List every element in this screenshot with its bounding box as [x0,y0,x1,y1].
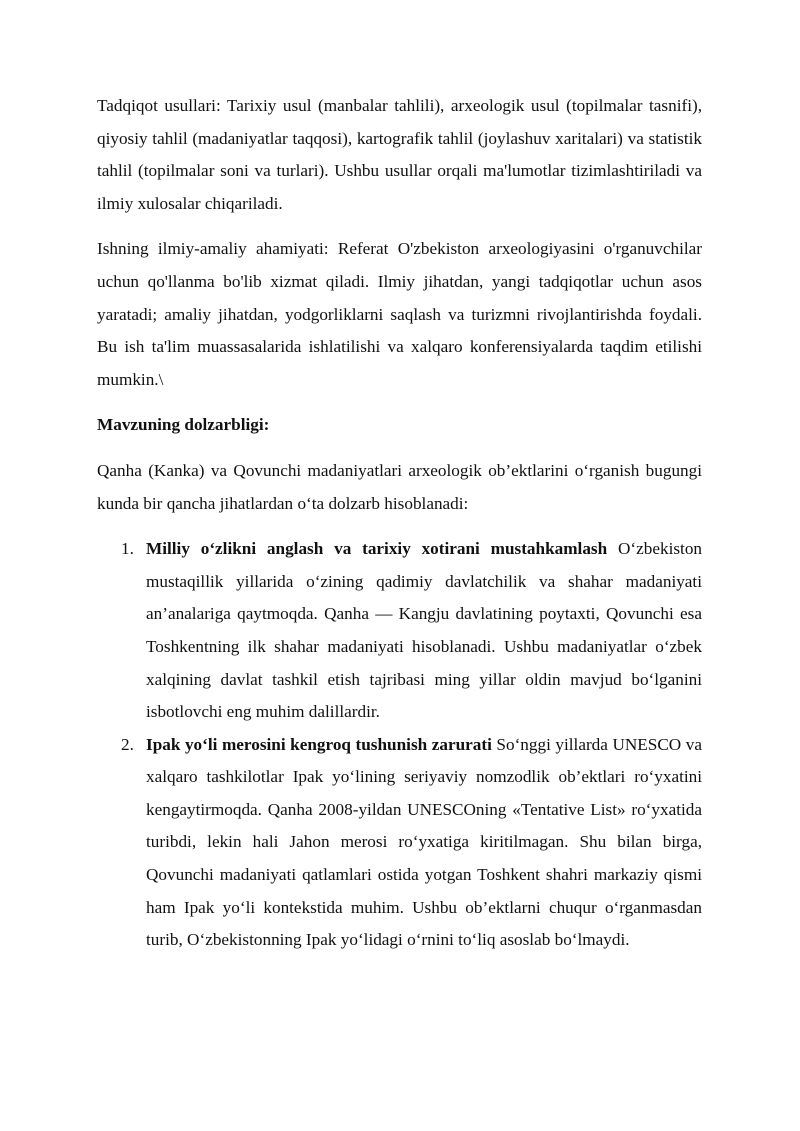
methods-paragraph: Tadqiqot usullari: Tarixiy usul (manbalar tahlili), arxeologik usul (topilmalar tasnifi), qiyosiy tahlil (madaniyatlar taqqosi), kartografik tahlil (joylashuv xaritalari) va statistik tahlil (topilmalar soni va turlari). Ushbu usullar orqali ma'lumotlar tizimlashtiriladi va ilmiy xulosalar chiqariladi. [97,96,702,213]
list-item-body: So‘nggi yillarda UNESCO va xalqaro tashkilotlar Ipak yo‘lining seriyaviy nomzodlik ob’ektlari ro‘yxatini kengaytirmoqda. Qanha 2008-yildan UNESCOning «Tentative List» ro‘yxatida turibdi, lekin hali Jahon merosi ro‘yxatiga kiritilmagan. Shu bilan birga, Qovunchi madaniyati qatlamlari ostida yotgan Toshkent shahri markaziy qismi ham Ipak yo‘li kontekstida muhim. Ushbu ob’ektlarni chuqur o‘rganmasdan turib, O‘zbekistonning Ipak yo‘lidagi o‘rnini to‘liq asoslab bo‘lmaydi. [146,734,702,950]
relevance-list [97,533,702,957]
list-item-body: O‘zbekiston mustaqillik yillarida o‘zining qadimiy davlatchilik va shahar madaniyati an’analariga qaytmoqda. Qanha — Kangju davlatining poytaxti, Qovunchi esa Toshkentning ilk shahar madaniyati hisoblanadi. Ushbu madaniyatlar o‘zbek xalqining davlat tashkil etish tajribasi ming yillar oldin mavjud bo‘lganini isbotlovchi eng muhim dalillardir. [146,539,703,722]
document-page [97,90,702,957]
section-intro-paragraph: Qanha (Kanka) va Qovunchi madaniyatlari arxeologik ob’ektlarini o‘rganish bugungi kunda bir qancha jihatlardan o‘ta dolzarb hisoblanadi: [97,460,702,513]
section-heading: Mavzuning dolzarbligi: [97,415,270,435]
list-item-title: Milliy o‘zlikni anglash va tarixiy xotirani mustahkamlash [146,539,608,559]
list-item [97,533,702,729]
list-item-number: 1. [121,539,134,559]
list-item [97,729,702,957]
list-item-number: 2. [121,734,134,754]
list-item-title: Ipak yo‘li merosini kengroq tushunish zarurati [146,734,492,754]
significance-paragraph: Ishning ilmiy-amaliy ahamiyati: Referat O'zbekiston arxeologiyasini o'rganuvchilar uchun qo'llanma bo'lib xizmat qiladi. Ilmiy jihatdan, yangi tadqiqotlar uchun asos yaratadi; amaliy jihatdan, yodgorliklarni saqlash va turizmni rivojlantirishda foydali. Bu ish ta'lim muassasalarida ishlatilishi va xalqaro konferensiyalarda taqdim etilishi mumkin.\ [97,239,702,389]
